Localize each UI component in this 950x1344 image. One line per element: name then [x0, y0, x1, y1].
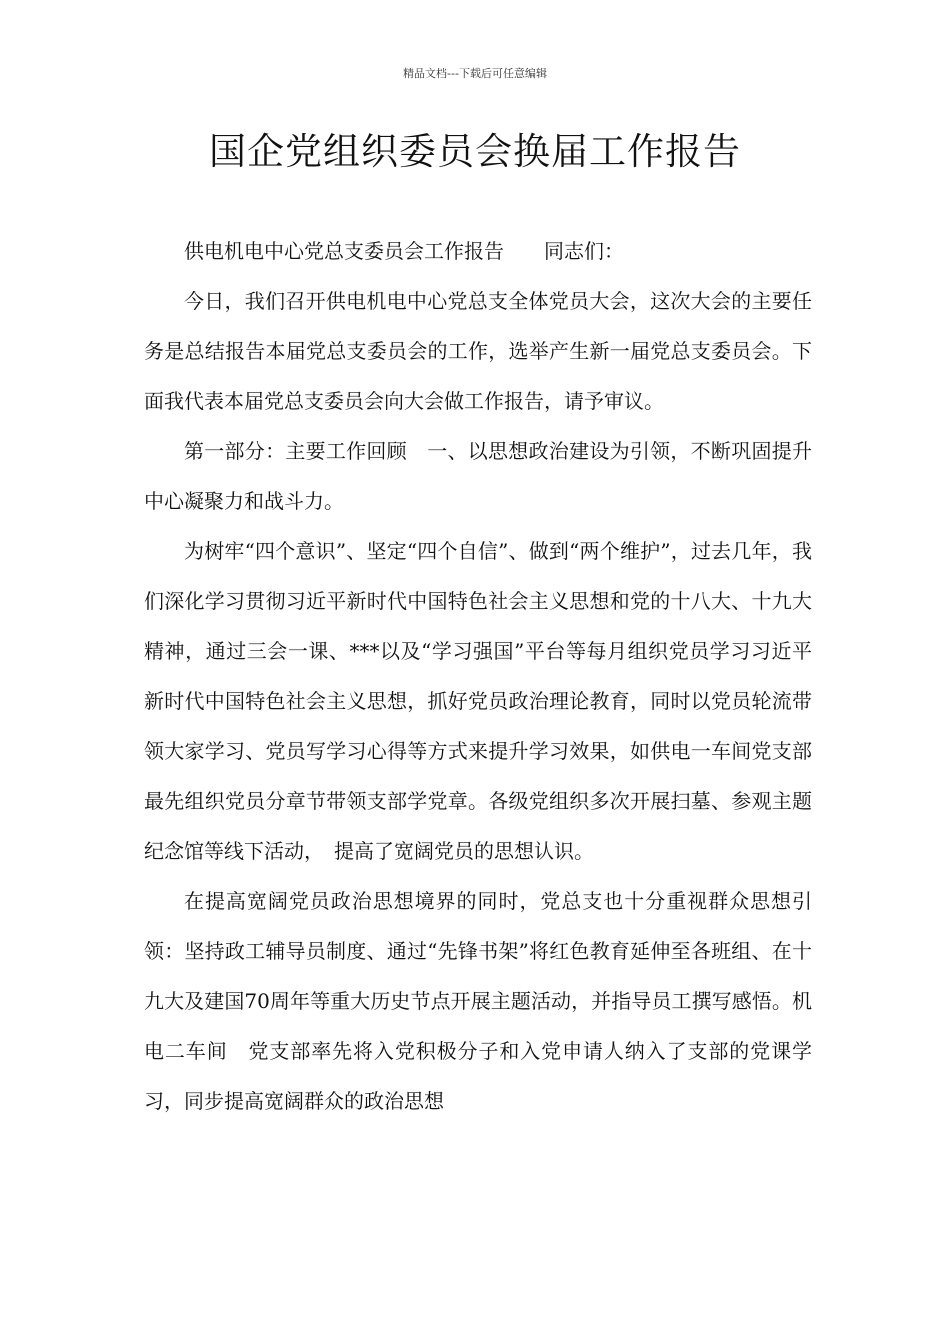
intro-salutation: 同志们：: [544, 239, 624, 263]
paragraph-part-one-heading: 第一部分：主要工作回顾 一、以思想政治建设为引领，不断巩固提升中心凝聚力和战斗力。: [144, 439, 812, 513]
document-title: 国企党组织委员会换届工作报告: [209, 130, 741, 173]
header-note: 精品文档---下载后可任意编辑: [403, 67, 547, 80]
intro-line: [144, 226, 812, 276]
document-body: [144, 226, 812, 1126]
paragraph-political-study: 为树牢“四个意识”、坚定“四个自信”、做到“两个维护”，过去几年，我们深化学习贯彻习近平新时代中国特色社会主义思想和党的十八大、十九大精神，通过三会一课、***以及“学习强国”平台等每月组织党员学习习近平新时代中国特色社会主义思想，抓好党员政治理论教育，同时以党员轮流带领大家学习、党员写学习心得等方式来提升学习效果，如供电一车间党支部最先组织党员分章节带领支部学党章。各级党组织多次开展扫墓、参观主题纪念馆等线下活动， 提高了宽阔党员的思想认识。: [144, 539, 812, 863]
paragraph-mass-guidance: 在提高宽阔党员政治思想境界的同时，党总支也十分重视群众思想引领：坚持政工辅导员制度、通过“先锋书架”将红色教育延伸至各班组、在十九大及建国70周年等重大历史节点开展主题活动，并指导员工撰写感悟。机电二车间 党支部率先将入党积极分子和入党申请人纳入了支部的党课学习，同步提高宽阔群众的政治思想: [144, 889, 812, 1113]
paragraph-opening: 今日，我们召开供电机电中心党总支全体党员大会，这次大会的主要任务是总结报告本届党总支委员会的工作，选举产生新一届党总支委员会。下面我代表本届党总支委员会向大会做工作报告，请予审议。: [144, 289, 812, 413]
intro-report-name: 供电机电中心党总支委员会工作报告: [184, 239, 504, 263]
